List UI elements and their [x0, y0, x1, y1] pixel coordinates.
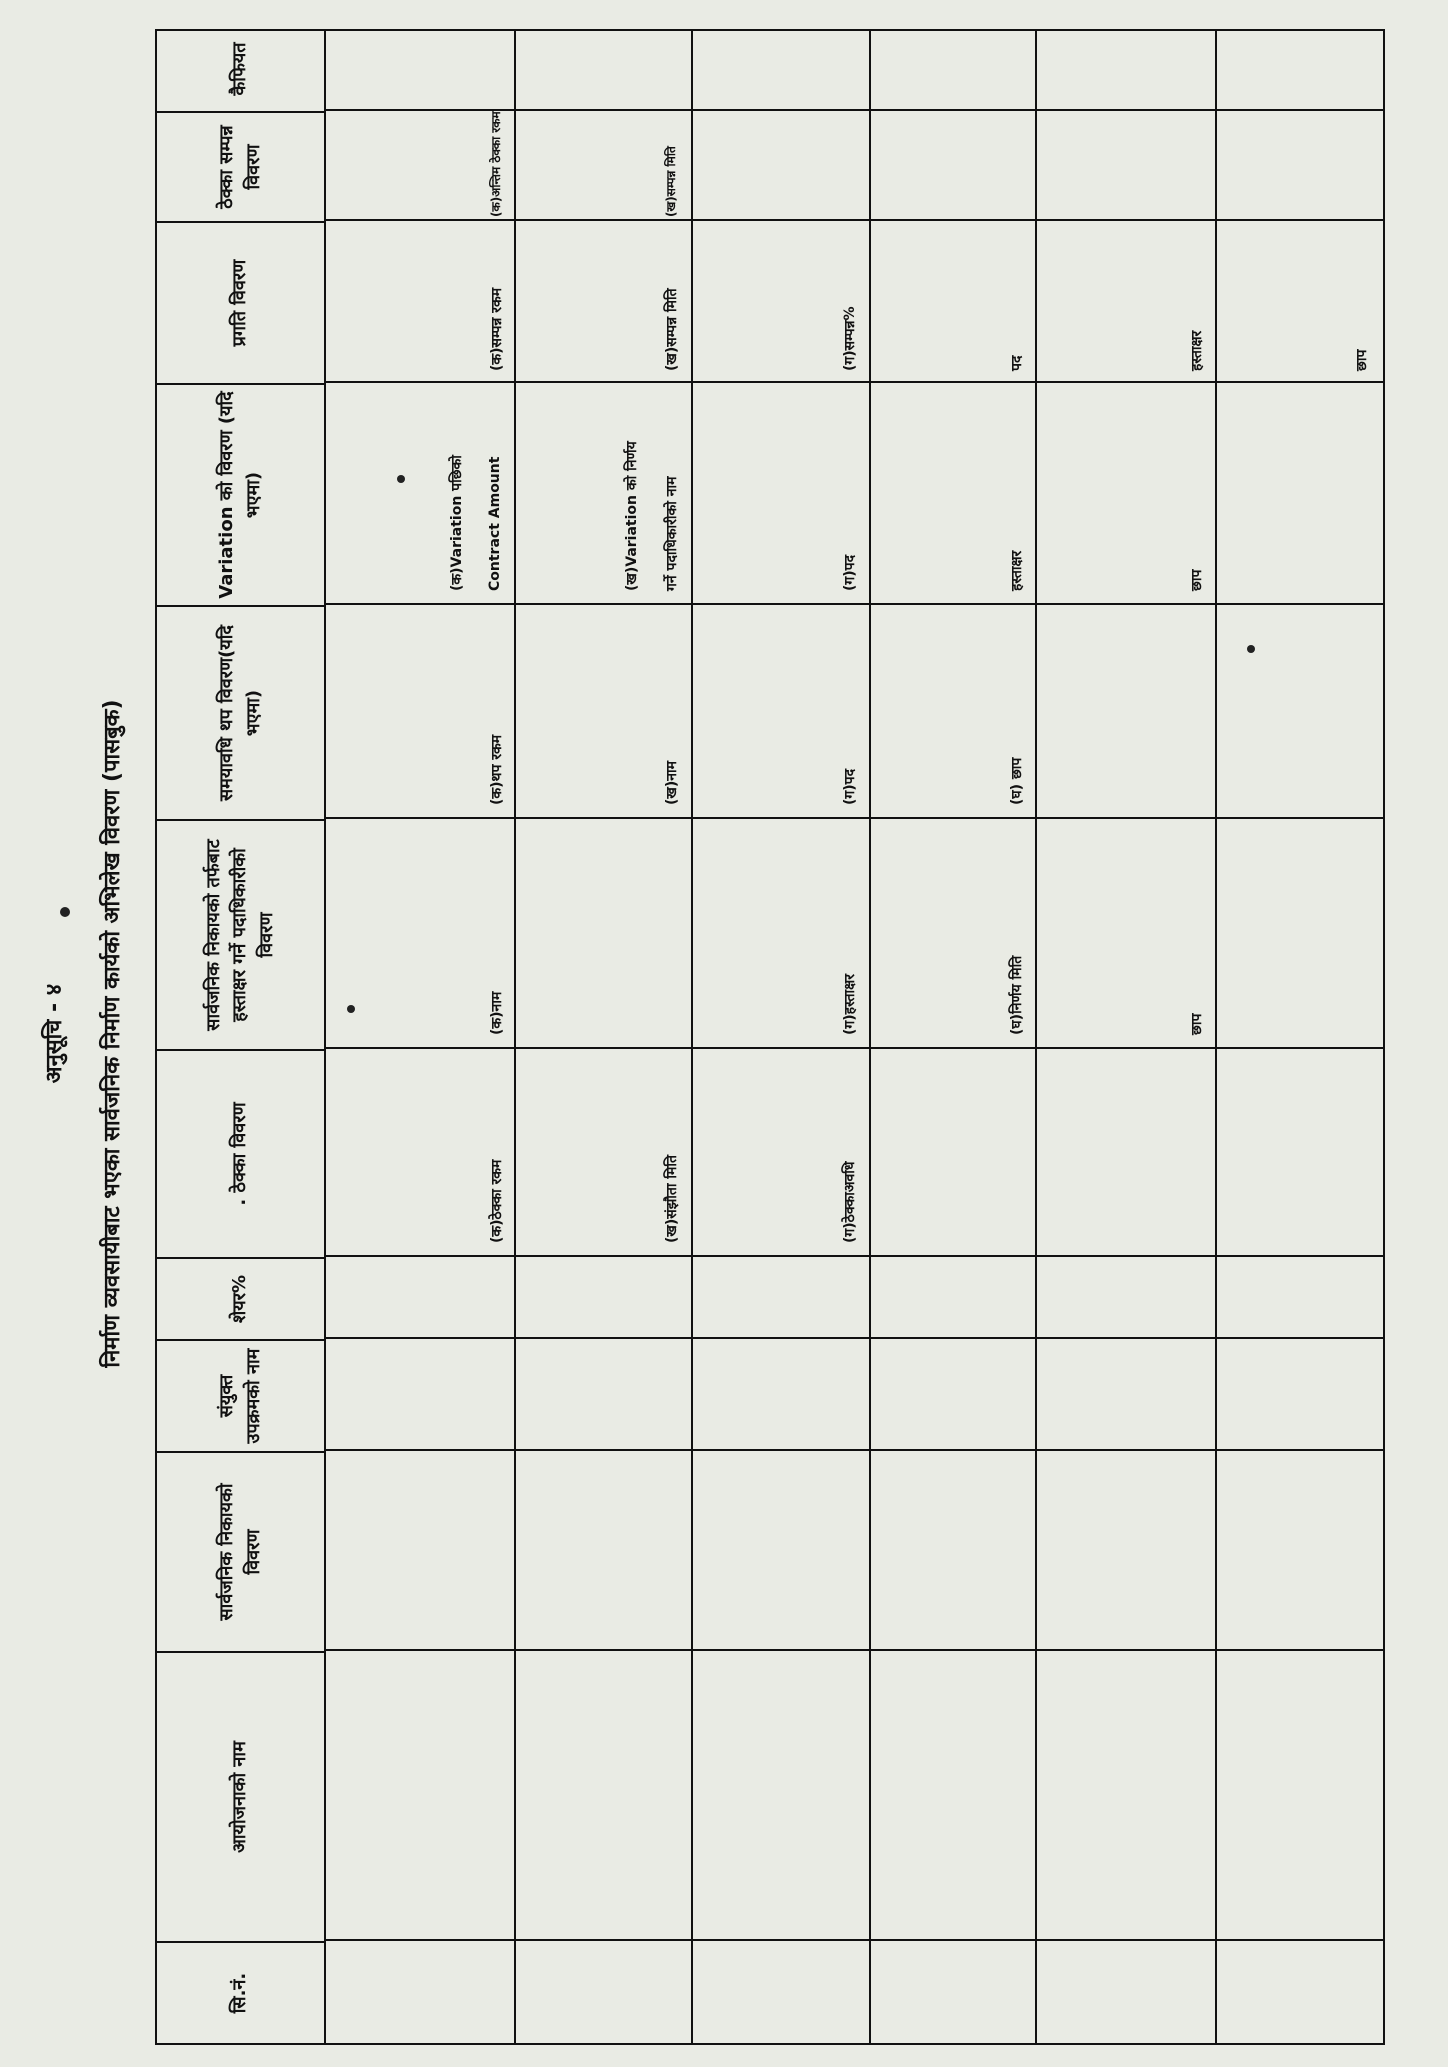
scan-speck: [1247, 645, 1255, 653]
header-remarks: कैफियत: [229, 42, 251, 96]
extension-amount-label: (क)थप रकम: [489, 734, 505, 805]
completion-date-label: (ख)सम्पन्न मिति: [664, 146, 678, 217]
row-divider: [324, 31, 326, 2043]
column-divider: [324, 1255, 1383, 1257]
extension-name-label: (ख)नाम: [664, 760, 680, 805]
completed-percent-label: (ग)सम्पन्न%: [842, 306, 858, 371]
document-subtitle: अनुसूचि - ४: [42, 983, 67, 1084]
variation-signature-label: हस्ताक्षर: [1009, 550, 1025, 591]
signatory-signature-label: (ग)हस्ताक्षर: [842, 974, 858, 1035]
passbook-table: [155, 29, 1385, 2045]
variation-decision-label: (ख)Variation को निर्णय: [624, 441, 640, 591]
decision-date-label: (घ)निर्णय मिति: [1009, 955, 1025, 1035]
completed-amount-label: (क)सम्पन्न रकम: [489, 287, 505, 371]
row-divider: [691, 31, 693, 2043]
column-divider: [324, 219, 1383, 221]
variation-post-label: (ग)पद: [842, 554, 858, 591]
column-divider: [324, 603, 1383, 605]
column-divider: [324, 1047, 1383, 1049]
document-title: निर्माण व्यवसायीबाट भएका सार्वजनिक निर्माण कार्यको अभिलेख विवरण (पासबुक): [100, 699, 125, 1368]
row-divider: [869, 31, 871, 2043]
scan-speck: [397, 475, 405, 483]
contract-amount-en-label: Contract Amount: [487, 456, 503, 591]
header-project-name: आयोजनाको नाम: [157, 1651, 324, 1941]
column-divider: [324, 1337, 1383, 1339]
signatory-seal-label: छाप: [1189, 1013, 1205, 1035]
header-progress: प्रगति विवरण: [157, 221, 324, 383]
header-signatory-details: सार्वजनिक निकायको तर्फबाट हस्ताक्षर गर्ने पदाधिकारीको विवरण: [157, 819, 324, 1049]
scan-speck: [347, 1005, 355, 1013]
progress-signature-label: हस्ताक्षर: [1189, 330, 1205, 371]
extension-seal-label: (घ) छाप: [1009, 757, 1025, 805]
row-divider: [1035, 31, 1037, 2043]
row-divider: [514, 31, 516, 2043]
contract-amount-label: (क)ठेक्का रकम: [489, 1159, 505, 1243]
header-completion: ठेक्का सम्पन्न विवरण: [157, 111, 324, 221]
header-contract-details: . ठेक्का विवरण: [157, 1049, 324, 1257]
column-divider: [324, 1939, 1383, 1941]
progress-seal-label: छाप: [1354, 349, 1370, 371]
header-public-entity: सार्वजनिक निकायको विवरण: [157, 1451, 324, 1651]
variation-seal-label: छाप: [1189, 569, 1205, 591]
header-variation: Variation को विवरण (यदि भएमा): [157, 383, 324, 605]
variation-official-name-label: गर्ने पदाधिकारीको नाम: [664, 476, 680, 591]
column-divider: [324, 381, 1383, 383]
column-divider: [324, 817, 1383, 819]
column-divider: [324, 1649, 1383, 1651]
header-serial: सि.नं.: [157, 1941, 324, 2043]
contract-period-label: (ग)ठेक्काअवधि: [842, 1161, 858, 1243]
row-divider: [1215, 31, 1217, 2043]
agreement-date-label: (ख)संझौता मिति: [664, 1154, 680, 1243]
final-contract-amount-label: (क)अन्तिम ठेक्का रकम: [489, 111, 503, 217]
progress-post-label: पद: [1009, 355, 1025, 371]
variation-amount-label: (क)Variation पछिको: [449, 455, 465, 591]
signatory-name-label: (क)नाम: [489, 991, 505, 1035]
header-share-percent: शेयर%: [157, 1257, 324, 1339]
header-time-extension: समयावधि थप विवरण(यदि भएमा): [157, 605, 324, 819]
completed-date-label: (ख)सम्पन्न मिति: [664, 288, 680, 371]
extension-post-label: (ग)पद: [842, 768, 858, 805]
column-divider: [324, 109, 1383, 111]
header-joint-venture: संयुक्त उपक्रमको नाम: [157, 1339, 324, 1451]
scan-speck: [60, 907, 70, 917]
column-divider: [324, 1449, 1383, 1451]
